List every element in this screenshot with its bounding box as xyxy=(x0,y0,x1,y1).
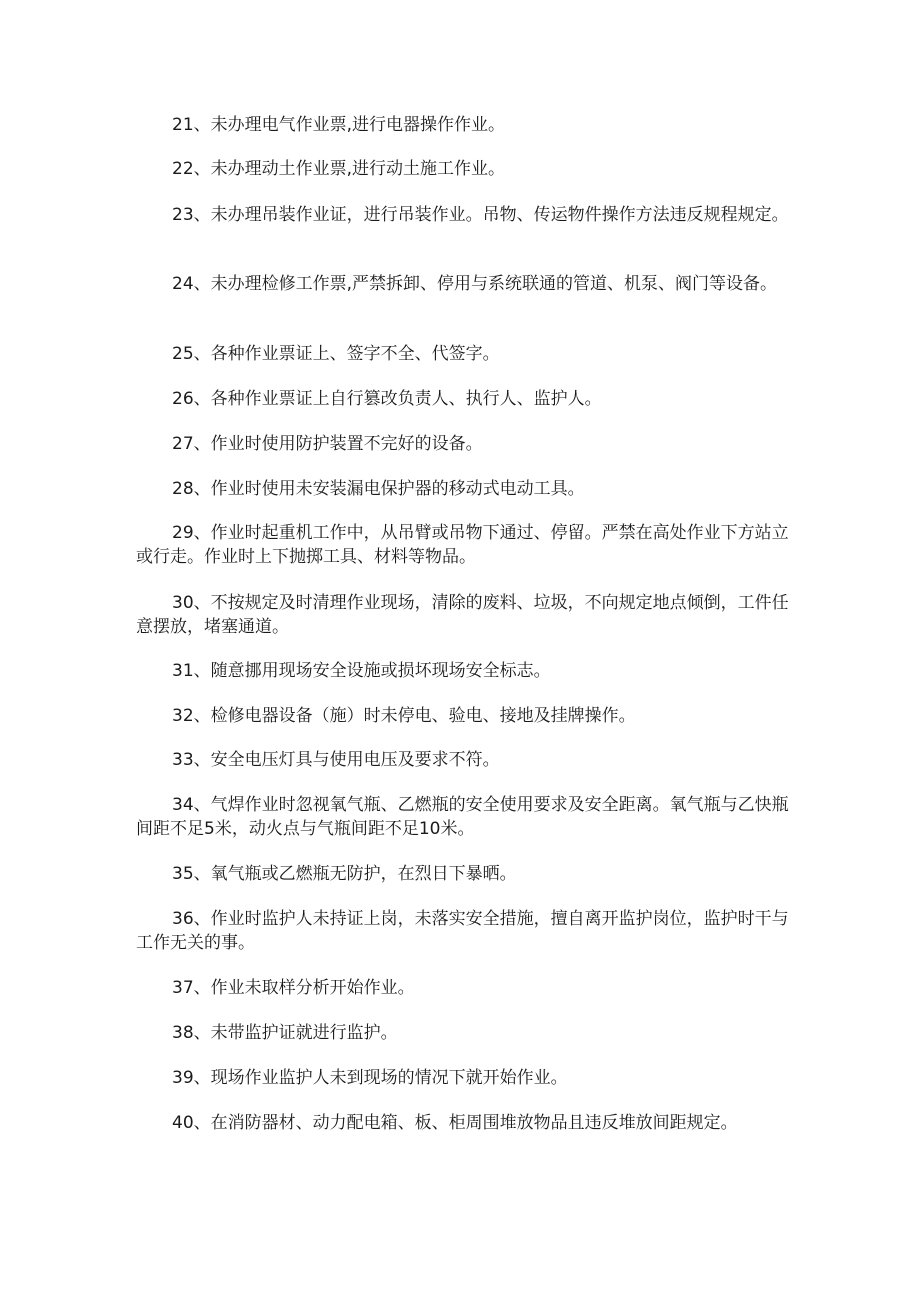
list-item: 22、未办理动土作业票,进行动土施工作业。 xyxy=(172,159,506,179)
list-item: 38、未带监护证就进行监护。 xyxy=(172,1023,398,1043)
list-item: 39、现场作业监护人未到现场的情况下就开始作业。 xyxy=(172,1068,568,1088)
list-item: 30、不按规定及时清理作业现场，清除的废料、垃圾，不向规定地点倾倒，工件任意摆放，堵塞通道。 xyxy=(136,593,789,637)
list-item: 40、在消防器材、动力配电箱、板、柜周围堆放物品且违反堆放间距规定。 xyxy=(172,1113,738,1133)
list-item: 34、气焊作业时忽视氧气瓶、乙燃瓶的安全使用要求及安全距离。氧气瓶与乙快瓶间距不足5米，动火点与气瓶间距不足10米。 xyxy=(136,795,789,839)
list-item: 31、随意挪用现场安全设施或损坏现场安全标志。 xyxy=(172,661,551,681)
list-item: 29、作业时起重机工作中，从吊臂或吊物下通过、停留。严禁在高处作业下方站立或行走。作业时上下抛掷工具、材料等物品。 xyxy=(136,523,789,567)
list-item: 24、未办理检修工作票,严禁拆卸、停用与系统联通的管道、机泵、阀门等设备。 xyxy=(172,274,778,294)
list-item: 37、作业未取样分析开始作业。 xyxy=(172,978,415,998)
list-item: 36、作业时监护人未持证上岗，未落实安全措施，擅自离开监护岗位，监护时干与工作无关的事。 xyxy=(136,909,789,953)
list-item: 21、未办理电气作业票,进行电器操作作业。 xyxy=(172,115,506,135)
list-item: 25、各种作业票证上、签字不全、代签字。 xyxy=(172,344,500,364)
list-item: 26、各种作业票证上自行篡改负责人、执行人、监护人。 xyxy=(172,389,602,409)
list-item: 33、安全电压灯具与使用电压及要求不符。 xyxy=(172,750,500,770)
list-item: 28、作业时使用未安装漏电保护器的移动式电动工具。 xyxy=(172,479,585,499)
list-item: 23、未办理吊装作业证，进行吊装作业。吊物、传运物件操作方法违反规程规定。 xyxy=(172,205,789,225)
list-item: 35、氧气瓶或乙燃瓶无防护，在烈日下暴晒。 xyxy=(172,864,517,884)
list-item: 27、作业时使用防护装置不完好的设备。 xyxy=(172,434,483,454)
list-item: 32、检修电器设备（施）时未停电、验电、接地及挂牌操作。 xyxy=(172,706,636,726)
